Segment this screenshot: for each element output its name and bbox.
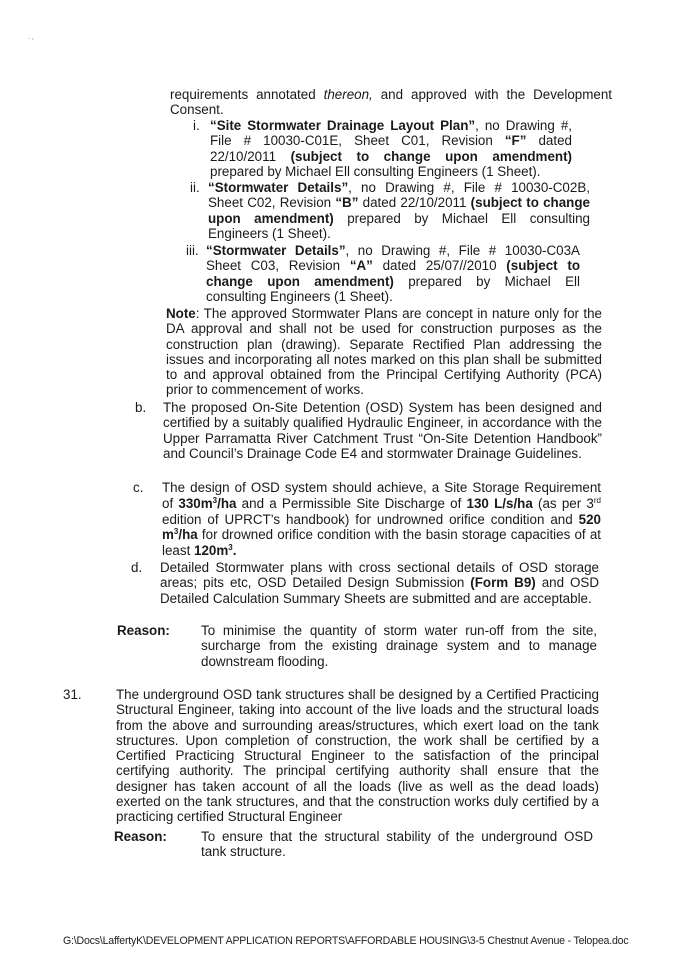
drawing-item: “Stormwater Details”, no Drawing #, File # 10030-C02B, Sheet C02, Revision “B” dated 22/10/2011 (subject to change upon amendment) prepared by Michael Ell consulting Engineers (1 Sheet). [208,180,590,241]
condition-number: 31. [63,687,82,702]
reason-label: Reason: [117,623,170,638]
reason-text: To minimise the quantity of storm water run-off from the site, surcharge from the existing drainage system and to manage downstream flooding. [201,623,597,669]
item-c-paragraph: The design of OSD system should achieve, a Site Storage Requirement of $330m^3/ha$ and a Permissible Site Discharge of 130 L/s/ha (as per 3rd edition of UPRCT’s handbook) for undrowned orifice condition and 520 $m^3/ha$ for drowned orifice condition with the basin storage capacities of at least $120m^3$. [162,480,601,559]
note-label: Note [166,306,196,321]
scan-marks: . , [28,34,34,41]
item-marker: c. [133,480,144,495]
item-marker: b. [135,400,147,415]
drawing-numeral: iii. [186,243,199,258]
drawing-numeral: ii. [190,180,200,195]
item-marker: d. [131,560,143,575]
reason-label: Reason: [114,829,167,844]
drawing-numeral: i. [193,118,200,133]
footer-file-path: G:\Docs\LaffertyK\DEVELOPMENT APPLICATION REPORTS\AFFORDABLE HOUSING\3-5 Chestnut Avenue - Telopea.doc [63,935,629,947]
item-d-paragraph: Detailed Stormwater plans with cross sectional details of OSD storage areas; pits etc, OSD Detailed Design Submission (Form B9) and OSD Detailed Calculation Summary Sheets are submitted and are acceptable. [160,560,599,606]
intro-paragraph: requirements annotated thereon, and approved with the Development Consent. [170,87,613,118]
note-paragraph: Note: The approved Stormwater Plans are concept in nature only for the DA approval and shall not be used for construction purposes as the construction plan (drawing). Separate Rectified Plan addressing the issues and incorporating all notes marked on this plan shall be submitted to and approval obtained from the Principal Certifying Authority (PCA) prior to commencement of works. [166,306,602,398]
drawing-item: “Site Stormwater Drainage Layout Plan”, no Drawing #, File # 10030-C01E, Sheet C01, Revision “F” dated 22/10/2011 (subject to change upon amendment) prepared by Michael Ell consulting Engineers (1 Sheet). [210,118,573,179]
condition-31-paragraph: The underground OSD tank structures shall be designed by a Certified Practicing Structural Engineer, taking into account of the live loads and the structural loads from the above and surrounding areas/structures, which exert load on the tank structures. Upon completion of construction, the work shall be certified by a Certified Practicing Structural Engineer to the satisfaction of the principal certifying authority. The principal certifying authority shall ensure that the designer has taken account of all the loads (live as well as the dead loads) exerted on the tank structures, and that the construction works duly certified by a practicing certified Structural Engineer [116,687,599,825]
reason-text: To ensure that the structural stability of the underground OSD tank structure. [201,829,593,860]
drawing-item: “Stormwater Details”, no Drawing #, File # 10030-C03A Sheet C03, Revision “A” dated 25/07//2010 (subject to change upon amendment) prepared by Michael Ell consulting Engineers (1 Sheet). [206,243,580,304]
item-b-paragraph: The proposed On-Site Detention (OSD) System has been designed and certified by a suitably qualified Hydraulic Engineer, in accordance with the Upper Parramatta River Catchment Trust “On-Site Detention Handbook” and Council’s Drainage Code E4 and stormwater Drainage Guidelines. [163,400,602,461]
